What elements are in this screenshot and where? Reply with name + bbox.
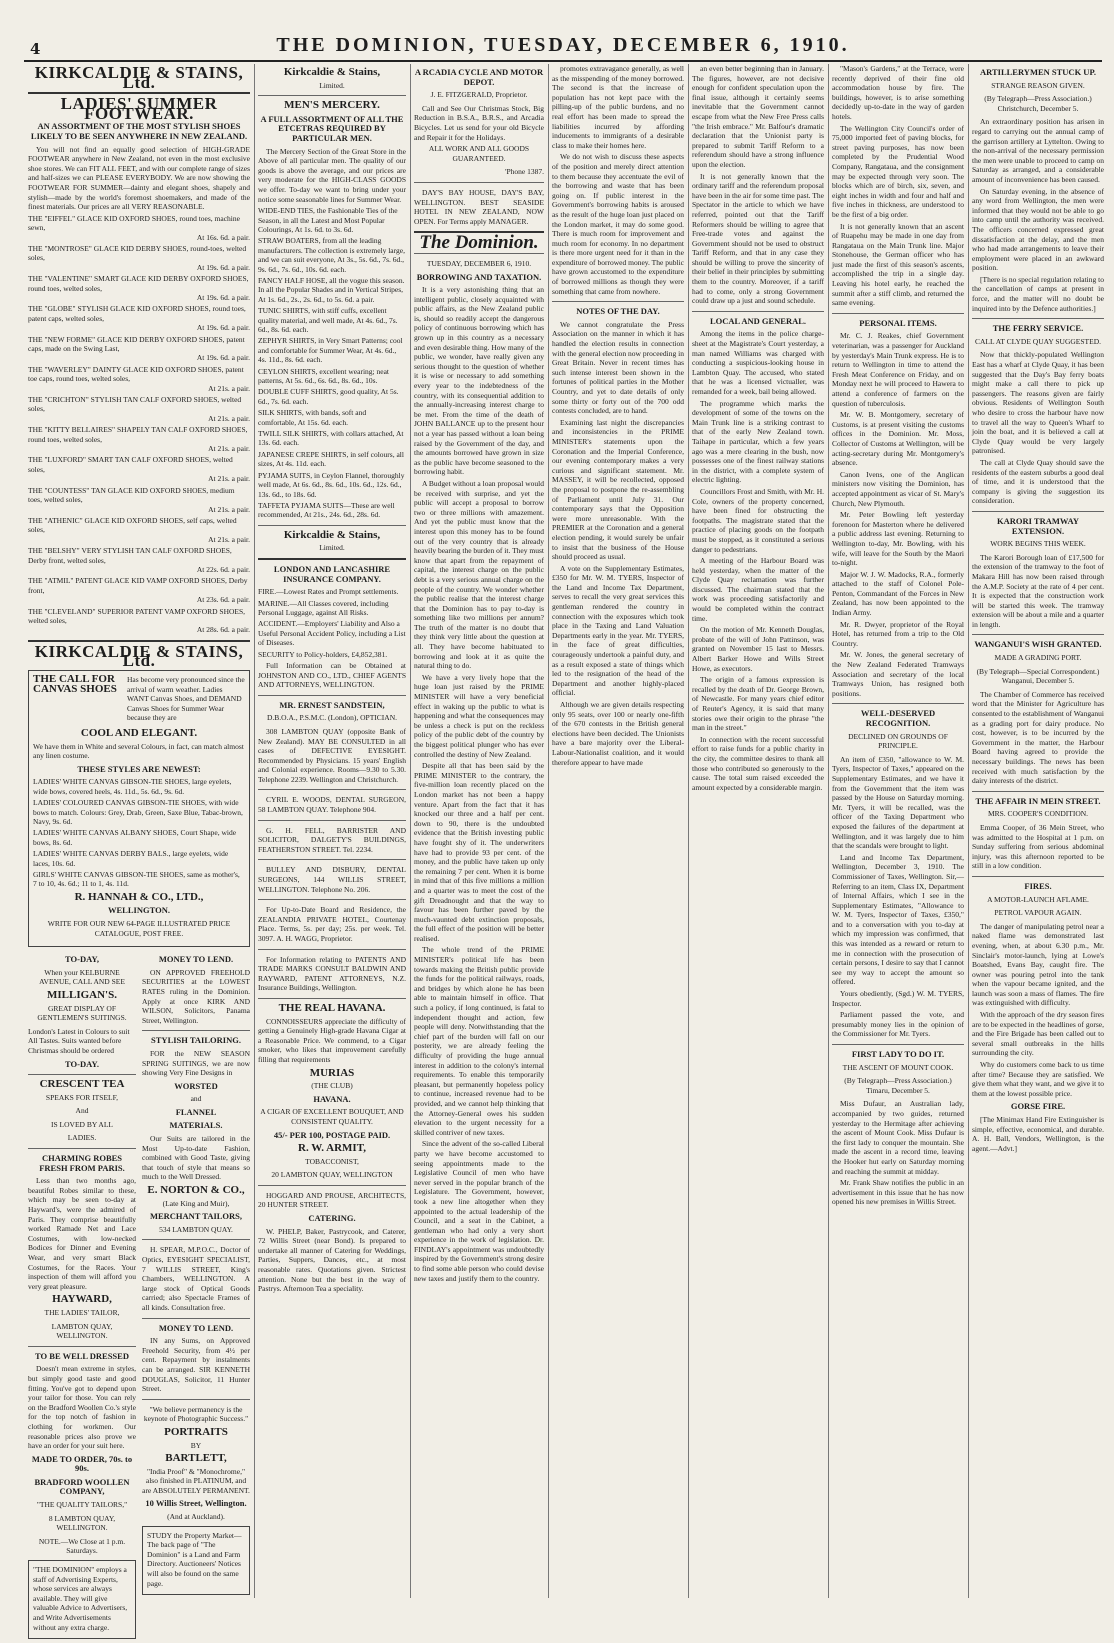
shoe-item-text: THE "VALENTINE" SMART GLACE KID DERBY OXFORD SHOES, round toes, welted soles, — [28, 274, 249, 293]
shoe-item — [28, 516, 250, 544]
today-footer: TO-DAY. — [65, 1058, 99, 1069]
notes-paragraph: Examining last night the discrepancies and inconsistencies in the PRIME MINISTER's statements upon the Coronation and the Imperial Conference, our evening contemporary makes a very curious and significant statement. Mr. MASSEY, it will be recollected, opposed the proposal to postpone the re-assembling of Parliament until July 31. Our contemporary says that the Opposition were more unreasonable. With the PREMIER at the Coronation and a general election pending, it would surely be unfair to insist that the business of the House should proceed as usual. — [552, 417, 684, 562]
art-dateline: (By Telegraph—Press Association.) Christchurch, December 5. — [984, 94, 1092, 113]
mercery-item: PYJAMA SUITS, in Ceylon Flannel, thoroughly well made, At 6s. 6d., 8s. 6d., 10s. 6d., 12s. 6d., 13s. 6d., to 18s. 6d. — [258, 470, 405, 499]
zealandia-ad: For Up-to-Date Board and Residence, the ZEALANDIA PRIVATE HOTEL, Courtenay Place. Terms, 5s. per day; 25s. per week. Tel. 3097. A. H. WAGG, Proprietor. — [258, 905, 406, 943]
local-head: LOCAL AND GENERAL. — [709, 315, 807, 326]
shoe-item-price: At 19s. 6d. a pair. — [196, 323, 250, 333]
ad-intro: You will not find an equally good selection of HIGH-GRADE FOOTWEAR anywhere in New Zealand, not even in the most exclusive shoe stores. We can FIT ALL FEET, and with our complete range of sizes and half-sizes we can PLEASE EVERYBODY. We are now showing the FOOTWEAR FOR SUMMER—dainty and elegant shoes, shapely and stylish—made by the world's foremost shoemakers, and made of the finest materials. Our prices are all VERY REASONABLE. — [28, 144, 250, 212]
leader-head: BORROWING AND TAXATION. — [416, 271, 542, 282]
shoe-item-price: At 21s. a pair. — [208, 534, 250, 544]
shoe-list — [28, 214, 250, 635]
ad-firm-sub: Limited. — [319, 543, 345, 553]
bradford-note: NOTE.—We Close at 1 p.m. Saturdays. — [38, 1536, 126, 1556]
hayward-sub: THE LADIES' TAILOR, — [44, 1307, 120, 1317]
fires-article — [972, 922, 1104, 1099]
shoe-item-text: THE "GLOBE" STYLISH GLACE KID OXFORD SHOES, round toes, patent caps, welted soles, — [28, 304, 246, 323]
armit-sub: TOBACCONIST, — [305, 1156, 359, 1166]
first-lady-paragraph: Mr. Frank Shaw notifies the public in an advertisement in this issue that he has now opened his new premises in Willis Street. — [832, 1178, 964, 1207]
shoe-item — [28, 395, 250, 423]
recog-head: WELL-DESERVED RECOGNITION. — [860, 708, 936, 728]
mercery-item: SILK SHIRTS, with bands, soft and comfortable, At 15s. 6d. each. — [258, 408, 367, 427]
bradford-head: TO BE WELL DRESSED — [35, 1350, 129, 1361]
mercery-item: TWILL SILK SHIRTS, with collars attached, At 13s. 6d. each. — [258, 429, 404, 448]
today-head: TO-DAY, — [65, 954, 99, 965]
hayward-name: HAYWARD, — [52, 1293, 112, 1306]
canvas-styles-head: THESE STYLES ARE NEWEST: — [77, 763, 201, 774]
mercery-intro: The Mercery Section of the Great Store in the Above of all particular men. The quality of our goods is above the average, and our prices are very moderate for the HIGH-CLASS GOODS we offer. To-day we want to bring under your notice some seasonable lines for Summer Wear. — [258, 146, 406, 204]
money2-head: MONEY TO LEND. — [158, 1322, 234, 1333]
karori-article — [972, 553, 1104, 630]
norton-addr: 534 LAMBTON QUAY. — [159, 1224, 233, 1234]
article-paragraph: "Mason's Gardens," at the Terrace, were recently deprived of their fine old accommodation house by fire. The buildings, however, is to arise something decidedly up-to-date in the way of garden hotels. — [832, 64, 964, 121]
paper-title: The Dominion. — [419, 232, 539, 254]
leader-paragraph: We have a very lively hope that the huge loan just raised by the PRIME MINISTER will have a very beneficial effect in waking up the public to what is happening and what the consequences may be unless a check is put on the reckless policy of the public debt of the country by the biggest political plunger who has ever controlled the destiny of New Zealand. — [414, 672, 544, 759]
hayward-addr: LAMBTON QUAY, WELLINGTON. — [51, 1321, 113, 1341]
ad-subheading: AN ASSORTMENT OF THE MOST STYLISH SHOES LIKELY TO BE SEEN ANYWHERE IN NEW ZEALAND. — [30, 121, 248, 141]
norton-sub: (Late King and Muir), — [162, 1198, 230, 1208]
crescent-sub: SPEAKS FOR ITSELF, — [45, 1092, 119, 1102]
shoe-item — [28, 335, 250, 363]
hannah-note: WRITE FOR OUR NEW 64-PAGE ILLUSTRATED PRICE CATALOGUE, POST FREE. — [47, 918, 231, 938]
murias-club: (THE CLUB) — [311, 1081, 353, 1091]
notes-continued — [692, 64, 824, 306]
bartlett-by: BY — [190, 1440, 202, 1450]
canvas-item: LADIES' WHITE CANVAS GIBSON-TIE SHOES, large eyelets, wide bows, covered heels, 4s. 11d., 5s. 6d., 9s. 6d. — [33, 777, 232, 796]
mercery-head: MEN'S MERCERY. — [284, 99, 380, 112]
stylish-text: FOR the NEW SEASON SPRING SUITINGS, we are now showing Very Fine Designs in — [142, 1048, 250, 1078]
local-paragraph: Among the items in the police charge-sheet at the Magistrate's Court yesterday, a man named Williams was charged with conducting a suspicious-looking house in Lambton Quay. The accused, who stated that he was a licensed victualler, was remanded for a week, bail being allowed. — [692, 329, 824, 396]
first-lady-article — [832, 1099, 964, 1207]
study-note — [142, 1526, 250, 1596]
study-note-text: STUDY the Property Market—The back page of "The Dominion" is a Land and Farm Directory. Auctioneers' Notices will also be found on the same page. — [147, 1530, 242, 1588]
art-sub: STRANGE REASON GIVEN. — [991, 80, 1085, 90]
masthead-title: THE DOMINION, TUESDAY, DECEMBER 6, 1910. — [276, 34, 850, 56]
shoe-item-price: At 28s. 6d. a pair. — [196, 625, 250, 635]
bradford-sub: "THE QUALITY TAILORS," — [36, 1500, 128, 1510]
stylish-flannel: FLANNEL — [175, 1106, 217, 1117]
charming-head: CHARMING ROBES FRESH FROM PARIS. — [39, 1153, 125, 1173]
crescent-loved: IS LOVED BY ALL — [50, 1119, 113, 1129]
art-paragraph: [There is no special regulation relating to the cancellation of camps at present in force, and the matter will no doubt be inquired into by the Defence authorities.] — [972, 274, 1104, 313]
mercery-item: ZEPHYR SHIRTS, in Very Smart Patterns; cool and comfortable for Summer Wear, At 4s. 6d., 4s. 11d., 8s. 6d. each. — [258, 336, 403, 365]
shoe-item-price: At 21s. a pair. — [208, 444, 250, 454]
mein-article — [972, 823, 1104, 871]
wanganui-article — [972, 690, 1104, 786]
column-rule — [410, 64, 411, 1598]
notes-paragraph: We cannot congratulate the Press Association on the manner in which it has handled the election results in connection with the general election now proceeding in Great Britain. Never in recent times has such intense interest been shown in the fortunes of political parties in the Mother Country, and yet to date details of only some thirty or forty out of the 700 odd contests concluded, are to hand. — [552, 319, 684, 416]
stylish-worsted: WORSTED — [174, 1080, 218, 1091]
recog-article — [832, 755, 964, 1039]
gorse-head: GORSE FIRE. — [1010, 1101, 1066, 1112]
armit-name: R. W. ARMIT, — [298, 1142, 366, 1155]
page-number: 4 — [30, 40, 41, 58]
art-article — [972, 117, 1104, 313]
murias-price: 45/- PER 100, POSTAGE PAID. — [273, 1129, 391, 1140]
leader-paragraph: A Budget without a loan proposal would be received with surprise, and yet the public will accept a proposal to borrow two or three millions with amazement. And yet the public must know that the interest upon this money has to be found out of the very country that is already heavily bearing the burden of it. They must know that apart from the repayment of capital, the interest charge on the public debt is a very serious annual charge on the people of the country. We wonder whether the public realise that the interest charge that the Dominion has to pay to-day is something like two millions per annum? The truth of the matter is no doubt that they think very little about the question at all. They have become habituated to borrowing and look at it as quite the natural thing to do. — [414, 478, 544, 671]
personal-head: PERSONAL ITEMS. — [859, 317, 937, 328]
canvas-side: Has become very pronounced since the arrival of warm weather. Ladies WANT Canvas Shoes, and DEMAND Canvas Shoes for Summer Wear because they are — [127, 674, 245, 723]
shoe-item-text: THE "EIFFEL" GLACE KID OXFORD SHOES, round toes, machine sewn, — [28, 213, 240, 233]
murias-havana: HAVANA. — [313, 1093, 351, 1104]
leader-continued — [552, 64, 684, 296]
column-4 — [552, 64, 684, 1598]
leader-paragraph: It is a very astonishing thing that an intelligent public, closely acquainted with public affairs, as the New Zealand public is, should so readily accept the dangerous policy of continuous borrowing which has grown up in this country as a necessary and even desirable thing. How many of the public, we wonder, have really given any serious thought to the question of whether it is wise or necessary to add something every year to the indebtedness of the country, with its consequential addition to the annually-increasing interest charge to be met. From the time of the death of JOHN BALLANCE up to the present hour not a year has passed without a loan being raised by the Government of the day, and the amounts borrowed have grown in size as the public have become seasoned to the borrowing habit. — [414, 285, 544, 477]
mercery-item: STRAW BOATERS, from all the leading manufacturers. The collection is extremely large, and we can suit everyone, At 3s., 5s. 6d., 7s. 6d., 9s. 6d., 7s. 6d., 10s. 6d. each. — [258, 236, 405, 274]
ferry-note: [The Minimax Hand Fire Extinguisher is simple, effective, economical, and durable. A. H. Ball, Vendors, Wellington, is the agent.—Advt.] — [972, 1115, 1104, 1153]
masthead — [24, 34, 1102, 62]
local-continued — [832, 64, 964, 308]
fires-sub: A MOTOR-LAUNCH AFLAME. — [987, 894, 1089, 904]
col1-left-ads — [28, 951, 136, 1643]
bradford-made: MADE TO ORDER, 70s. to 90s. — [31, 1453, 133, 1474]
recog-paragraph: An item of £350, "allowance to W. M. Tyers, Inspector of Taxes," appeared on the Supplementary Estimates, and we have it from the Government that the item was passed by the House on Saturday morning. Mr. Tyers, it will be recalled, was the officer of the Taxing Department who exposed the failures of the department at Wellington, and it was largely due to him that the scandals were brought to light. — [832, 754, 964, 851]
shoe-item — [28, 214, 250, 242]
mercery-item: TUNIC SHIRTS, with stiff cuffs, excellent quality material, and well made, At 4s. 6d., 7s. 6d., 8s. 6d. each. — [258, 306, 398, 334]
today-text: When your KELBURNE AVENUE, CALL AND SEE — [39, 967, 125, 987]
first-lady-paragraph: Miss Dufaur, an Australian lady, accompanied by two guides, returned yesterday to the Hermitage after achieving the ascent of Mount Cook. Miss Dufaur is the first lady to conquer the mountain. She made the ascent in a record time, leaving the Hooker hut early on Saturday morning and reaching the summit at midday. — [832, 1099, 964, 1176]
mercery-item: JAPANESE CREPE SHIRTS, in self colours, all sizes, At 4s. 11d. each. — [258, 449, 404, 469]
bartlett-name: BARTLETT, — [165, 1452, 227, 1465]
fires-paragraph: Why do customers come back to us time after time? Because they are satisfied. We give them what they want, and we give it to them at the lowest possible price. — [972, 1060, 1104, 1098]
column-rule — [968, 64, 969, 1598]
ad-firm-name: Kirkcaldie & Stains, — [283, 528, 381, 541]
havana-head: THE REAL HAVANA. — [278, 1001, 386, 1014]
shoe-item-text: THE "MONTROSE" GLACE KID DERBY SHOES, round-toes, welted soles, — [28, 243, 247, 263]
hannah-name: R. HANNAH & CO., LTD., — [74, 890, 204, 903]
dominion-note-text: "THE DOMINION" employs a staff of Advertising Experts, whose services are always available. They will give valuable Advice to Advertisers, and Write Advertisements without any extra charge. — [33, 1565, 128, 1632]
column-rule — [828, 64, 829, 1598]
fires-paragraph: With the approach of the dry season fires are to be expected in the headlines of gorse, and the Fire Brigade has been called out to several small outbreaks in the hills surrounding the city. — [972, 1010, 1104, 1058]
crescent-and: And — [75, 1106, 89, 1116]
article-paragraph: We do not wish to discuss these aspects of the position and merely direct attention to them because they accentuate the evil of the borrowing and waste that has been going on. If public interest in the Government's borrowing habits is aroused as the result of the huge loan just placed on the London market, it may do some good. There is much room for improvement and much room for economy. In no department is there more urgent need for it than in the expenditure of borrowed money. The public have grown accustomed to the expenditure of borrowed millions as though they were something that came from nowhere. — [552, 152, 684, 296]
mercery-item: TAFFETA PYJAMA SUITS—These are well recommended, At 21s., 24s. 6d., 28s. 6d. — [258, 500, 395, 520]
shoe-item-price: At 21s. a pair. — [208, 383, 250, 393]
crescent-ladies: LADIES. — [67, 1133, 97, 1143]
art-paragraph: On Saturday evening, in the absence of any word from Wellington, the men were informed that they would not be able to go into camp until the authority was received. The officers concerned expressed great dissatisfaction at the delay, and the men who had made arrangements to leave their employment were placed in an awkward position. — [972, 186, 1104, 273]
shoe-item — [28, 546, 250, 574]
mercery-item: WIDE-END TIES, the Fashionable Ties of the Season, in all the Latest and Most Popular Colourings, At 1s. 6d. to 3s. 6d. — [258, 206, 398, 234]
recog-paragraph: Yours obediently, (Sgd.) W. M. TYERS, Inspector. — [832, 989, 964, 1008]
ferry-head: THE FERRY SERVICE. — [992, 323, 1084, 334]
shoe-item — [28, 365, 250, 393]
mercery-item: CEYLON SHIRTS, excellent wearing; neat patterns, At 5s. 6d., 6s. 6d., 8s. 6d., 10s. — [258, 366, 389, 386]
bradford-addr: 8 LAMBTON QUAY, WELLINGTON. — [48, 1513, 116, 1533]
wanganui-dateline: (By Telegraph—Special Correspondent.) Wanganui, December 5. — [976, 666, 1100, 686]
canvas-cool: COOL AND ELEGANT. — [80, 726, 198, 739]
wanganui-head: WANGANUI'S WISH GRANTED. — [974, 639, 1102, 650]
column-5 — [692, 64, 824, 1598]
local-paragraph: In connection with the recent successful effort to raise funds for a public charity in the city, the committee desires to thank all those who contributed so generously to the cause. The total sum raised exceeded the amount expected by a considerable margin. — [692, 734, 824, 792]
shoe-item-text: THE "BELSHY" VERY STYLISH TAN CALF OXFORD SHOES, Derby front, welted soles, — [28, 546, 232, 565]
shoe-item-price: At 22s. 6d. a pair. — [196, 564, 250, 574]
norton-trade: MERCHANT TAILORS, — [149, 1211, 243, 1222]
col1-right-ads — [142, 951, 250, 1643]
mercery-sub: A FULL ASSORTMENT OF ALL THE ETCETRAS REQUIRED BY PARTICULAR MEN. — [260, 113, 404, 143]
local-paragraph: Councillors Frost and Smith, with Mr. H. Cole, owners of the property concerned, have been fined for obstructing the footpaths. The magistrate stated that the practice of placing goods on the footpath must be stopped, as it constituted a serious danger to pedestrians. — [692, 486, 824, 554]
mein-sub: MRS. COOPER'S CONDITION. — [987, 809, 1089, 819]
money-lend-head: MONEY TO LEND. — [158, 954, 234, 965]
canvas-item: LADIES' COLOURED CANVAS GIBSON-TIE SHOES, with wide bows to match. Colours: Grey, Drab, Green, Saxe Blue, Tabac-brown, Navy, 9s. 6d. — [33, 798, 243, 826]
article-paragraph: an even better beginning than in January. The figures, however, are not decisive enough for confident speculation upon the final issue, although it certainly seems inevitable that the Government cannot escape from what the New Free Press calls "the Irish embrace." Mr. Balfour's dramatic declaration that the Unionist party is prepared to submit Tariff Reform to a referendum should have a strong influence upon the election. — [692, 64, 824, 169]
stylish-head: STYLISH TAILORING. — [151, 1035, 241, 1046]
fires-head: FIRES. — [1024, 880, 1052, 891]
mercery-item: DOUBLE CUFF SHIRTS, good quality, At 5s. 6d., 7s. 6d. each. — [258, 387, 399, 406]
spear-ad: H. SPEAR, M.P.O.C., Doctor of Optics, EYESIGHT SPECIALIST, 7 WILLIS STREET, King's Chambers, WELLINGTON. A large stock of Optical Goods carried; also Spectacle Frames of all kinds. Consultation free. — [142, 1245, 250, 1312]
sandstein-text: 308 LAMBTON QUAY (opposite Bank of New Zealand). MAY BE CONSULTED in all cases of DEFECTIVE EYESIGHT. Recommended by Physicians. 15 years' English and Colonial experience. Rooms—9.30 to 5.30. Telephone 2239. Wellington and Christchurch. — [258, 726, 406, 784]
column-1 — [28, 63, 250, 1632]
phelp-ad: W. PHELP, Baker, Pastrycook, and Caterer, 72 Willis Street (near Bond). Is prepared to undertake all manner of Catering for Weddings, Parties, Suppers, Dances, etc., at most reasonable rates. Quotations given. Strictest attention. None but the best in the way of Pastrys. Afternoon Tea a speciality. — [258, 1226, 406, 1294]
dominion-note — [28, 1560, 136, 1639]
stylish-text2: Our Suits are tailored in the Most Up-to-date Fashion, combined with Good Taste, giving that touch of style that means so much to the Well Dressed. — [142, 1134, 250, 1182]
shoe-item-price: At 23s. 6d. a pair. — [196, 595, 250, 605]
notes-paragraph: A vote on the Supplementary Estimates, £350 for Mr. W. M. TYERS, Inspector of the Land and Income Tax Department, serves to recall the very great services this gentleman rendered the country in connection with the exposures which took place in the Taxing and Land Valuation Departments early in the year. Mr. TYERS, in the face of great difficulties, courageously undertook a painful duty, and as a result exposed a state of things which led to the resignation of the head of the Department and another highly-placed official. — [552, 563, 684, 698]
shoe-item — [28, 607, 250, 635]
ferry-paragraph: Now that thickly-populated Wellington East has a wharf at Clyde Quay, it has been suggested that the Day's Bay ferry boats might make a call there to pick up passengers. The reasons given are fairly obvious. Residents of Wellington South who desire to cross the harbour have now to travel all the way to Queen's Wharf to join the boat, and it is believed a call at Clyde Quay would be very largely patronised. — [972, 350, 1104, 456]
notes-paragraph: Although we are given details respecting only 95 seats, over 100 or nearly one-fifth of the 670 contests in the British general elections have been decided. The Unionists have a bare majority over the Liberal-Labour-Nationalist coalition, and it would therefore appear to have made — [552, 700, 684, 767]
canvas-head: THE CALL FOR CANVAS SHOES — [33, 672, 117, 695]
local-article — [692, 329, 824, 792]
ferry-paragraph: The call at Clyde Quay should save the residents of the eastern suburbs a good deal of time, and it is understood that the company is giving the suggestion its consideration. — [972, 457, 1104, 506]
column-6 — [832, 64, 964, 1598]
ll-item: MARINE.—All Classes covered, including Personal Luggage, against All Risks. — [258, 598, 389, 617]
money2-text: IN any Sums, on Approved Freehold Security, from 4½ per cent. Repayment by instalments can be arranged. SIR KENNETH DOUGLAS, Solicitor, 11 Hunter Street. — [142, 1336, 250, 1394]
sandstein-sub: D.B.O.A., P.S.M.C. (London), OPTICIAN. — [266, 713, 397, 723]
first-lady-sub: THE ASCENT OF MOUNT COOK. — [842, 1062, 954, 1072]
fell-ad: G. H. FELL, BARRISTER AND SOLICITOR, DALGETY'S BUILDINGS, FEATHERSTON STREET. Tel. 2234. — [258, 825, 406, 854]
norton-name: E. NORTON & CO., — [147, 1184, 245, 1197]
notes-article — [552, 320, 684, 767]
shoe-item-text: THE "WAVERLEY" DAINTY GLACE KID OXFORD SHOES, patent toe caps, round toes, welted soles, — [28, 364, 244, 384]
ll-item: ACCIDENT.—Employers' Liability and Also a Useful Personal Accident Policy, including a List of Diseases. — [258, 619, 406, 648]
karori-sub: WORK BEGINS THIS WEEK. — [990, 539, 1086, 549]
shoe-item-price: At 16s. 6d. a pair. — [196, 232, 250, 242]
column-rule — [548, 64, 549, 1598]
local-paragraph: A meeting of the Harbour Board was held yesterday, when the matter of the Clyde Quay reclamation was further discussed. The chairman stated that the work was proceeding satisfactorily and would be completed within the contract time. — [692, 556, 824, 623]
bartlett-addr2: (And at Auckland). — [167, 1512, 225, 1522]
bartlett-portraits: PORTRAITS — [164, 1425, 228, 1438]
fires-sub2: PETROL VAPOUR AGAIN. — [994, 908, 1082, 918]
shoe-item — [28, 486, 250, 514]
shoe-item — [28, 576, 250, 604]
mercery-item: FANCY HALF HOSE, all the vogue this season. In all the Popular Shades and in Vertical Stripes, At 1s. 6d., 2s., 2s. 6d., to 5s. 6d. a pair. — [258, 275, 405, 304]
shoe-item — [28, 274, 250, 302]
ferry-article — [972, 350, 1104, 506]
personal-paragraph: Mr. W. B. Montgomery, secretary of Customs, is at present visiting the customs offices in the Dominion. Mr. Moss, Collector of Customs at Wellington, will be acting-secretary during Mr. Montgomery's absence. — [832, 410, 964, 468]
ll-full: Full Information can be Obtained at JOHNSTON AND CO., LTD., CHIEF AGENTS AND ATTORNEYS, WELLINGTON. — [258, 660, 406, 690]
shoe-item — [28, 304, 250, 332]
shoe-item — [28, 425, 250, 453]
personal-paragraph: Mr. Peter Bowling left yesterday forenoon for Masterton where he delivered a public address last evening. Returning to Wellington to-day, Mr. Bowling, with his wife, will leave for the South by the Maori to-night. — [832, 510, 964, 568]
ll-head: LONDON AND LANCASHIRE INSURANCE COMPANY. — [273, 563, 391, 584]
woods-ad: CYRIL E. WOODS, DENTAL SURGEON, 58 LAMBTON QUAY. Telephone 904. — [258, 795, 406, 815]
charming-text: Less than two months ago, beautiful Robes similar to these, which may be seen to-day at Hayward's, were the admired of Paris. They comprise beautifully worked Ramade Net and Lace Costumes, with low-necked Bodices for Dinner and Evening Wear, and very smart Black Costumes, for the Races. Your inspection of them will afford you very great pleasure. — [28, 1176, 136, 1291]
shoe-item-text: THE "ATHENIC" GLACE KID OXFORD SHOES, self caps, welted soles, — [28, 515, 237, 535]
leader-paragraph: The whole trend of the PRIME MINISTER's political life has been towards making the British public provide the funds for the political railways, roads, and bridges by which alone he has been able to maintain himself in office. That such a policy, if long continued, is fatal to independent thought and action, few people will deny. Notwithstanding that the chief part of the burden will fall on our posterity, we are already feeling the difficulty of providing the huge annual interest in addition to the colony's internal requirements. To enable this temporarily pleasant, but permanently hopeless policy to continue, increased revenue had to be provided, and we cannot help thinking that the Attorney-General owes his sudden elevation to the urgent necessity for a skilled contriver of new taxes. — [414, 945, 544, 1137]
personal-article — [832, 331, 964, 698]
canvas-ad — [28, 670, 250, 947]
ad-firm-name: Kirkcaldie & Stains, — [283, 66, 381, 78]
shoe-item-text: THE "NEW FORME" GLACE KID DERBY OXFORD SHOES, patent caps, made on the Swing Last, — [28, 334, 245, 353]
bradford-text: Doesn't mean extreme in styles, but simply good taste and good fitting. You've got to depend upon your tailor for those. You can rely on the Bradford Woollen Co.'s style for the top notch of fashion in clothing for workmen. Our reasonable prices also prove we have an order for your suit here. — [28, 1364, 136, 1451]
shoe-item-text: THE "ATMIL" PATENT GLACE KID VAMP OXFORD SHOES, Derby front, — [28, 576, 248, 595]
leader-article — [414, 285, 544, 1283]
cycle-prop: J. E. FITZGERALD, Proprietor. — [430, 90, 528, 100]
bulley-ad: BULLEY AND DISBURY, DENTAL SURGEONS, 144 WILLIS STREET, WELLINGTON. Telephone No. 206. — [258, 865, 406, 894]
shoe-item-price: At 21s. a pair. — [208, 474, 250, 484]
mein-paragraph: Emma Cooper, of 36 Mein Street, who was admitted to the Hospital at 1 p.m. on Sunday suffering from serious abdominal injury, was this afternoon reported to be still in a low condition. — [972, 822, 1104, 871]
ferry-sub: CALL AT CLYDE QUAY SUGGESTED. — [975, 336, 1101, 346]
canvas-item: LADIES' WHITE CANVAS ALBANY SHOES, Court Shape, wide bows, 8s. 6d. — [33, 828, 237, 847]
local-paragraph: On the motion of Mr. Kenneth Douglas, probate of the will of John Pattinson, was granted on November 15 last to Messrs. Albert Barker Howe and Wills Street Howe, as executors. — [692, 625, 824, 673]
shoe-item-text: THE "CLEVELAND" SUPERIOR PATENT VAMP OXFORD SHOES, welted soles, — [28, 606, 246, 625]
cycle-phone: 'Phone 1387. — [505, 167, 544, 177]
milligan-name: MILLIGAN'S. — [47, 988, 117, 1001]
karori-head: KARORI TRAMWAY EXTENSION. — [997, 515, 1079, 536]
wanganui-sub: MADE A GRADING PORT. — [994, 653, 1082, 663]
cycle-guar: ALL WORK AND ALL GOODS GUARANTEED. — [428, 144, 530, 163]
first-lady-dateline: (By Telegraph—Press Association.) Timaru, December 5. — [844, 1076, 952, 1095]
article-paragraph: The Wellington City Council's order of 75,000 imported feet of paving blocks, for street paving purposes, has now been completed by the Prudential Wood Company, Rangataua, and the consignment may be expected through very soon. The blocks which are of birch, six, seven, and eight inches in width and four and half and five inches in thickness, are understood to be the first of a big order. — [832, 123, 964, 219]
personal-paragraph: Mr. C. J. Reakes, chief Government veterinarian, was a passenger for Auckland by yesterday's Main Trunk express. He is to return to Wellington in time to attend the Fresh Meat Conference on Friday, and on Monday next he will proceed to Hawera to attend a conference of farmers on the question of tuberculosis. — [832, 331, 964, 408]
shoe-item-price: At 19s. 6d. a pair. — [196, 292, 250, 302]
cycle-head: A RCADIA CYCLE AND MOTOR DEPOT. — [414, 67, 544, 87]
wanganui-paragraph: The Chamber of Commerce has received word that the Minister for Agriculture has consented to the establishment of Wanganui as a grading port for dairy produce. No cost, however, is to be incurred by the Government in the matter, the Harbour Board having agreed to provide the necessary buildings. The news has been received with much satisfaction by the dairy interests of the district. — [972, 689, 1104, 786]
personal-paragraph: Mr. W. Jones, the general secretary of the New Zealand Federated Tramways Association and secretary of the local Tramways Union, has resigned both positions. — [832, 650, 964, 698]
havana-text: CONNOISSEURS appreciate the difficulty of getting a Genuinely High-grade Havana Cigar at a Reasonable Price. We commend, to a Cigar smoker, who likes that improvement carefully filling that requirements — [258, 1016, 406, 1064]
hannah-city: WELLINGTON. — [108, 905, 170, 916]
armit-addr: 20 LAMBTON QUAY, WELLINGTON — [271, 1170, 393, 1180]
article-paragraph: It is not generally known that an ascent of Ruapehu may be made in one day from Rangataua on the Main Trunk line. Major Stonehouse, the German officer who has just made the first of this season's ascents, accomplished the trip in a single day. Leaving his hotel early, he reached the summit after a stiff climb, and returned the same evening. — [832, 221, 964, 308]
bartlett-addr: 10 Willis Street, Wellington. — [145, 1498, 247, 1509]
stylish-and: and — [190, 1094, 202, 1104]
paper-date: TUESDAY, DECEMBER 6, 1910. — [426, 258, 532, 268]
recog-paragraph: Parliament passed the vote, and presumably money lies in the opinion of the Commissioner for Mr. Tyers. — [832, 1010, 964, 1039]
canvas-item: LADIES' WHITE CANVAS DERBY BALS., large eyelets, wide laces, 10s. 6d. — [33, 849, 229, 868]
milligan-text: London's Latest in Colours to suit All Tastes. Suits wanted before Christmas should be ordered — [28, 1026, 130, 1055]
shoe-item-price: At 21s. a pair. — [208, 504, 250, 514]
mercery-list — [258, 206, 406, 520]
bartlett-text: "India Proof" & "Monochrome," also finished in PLATINUM, and are ABSOLUTELY PERMANENT. — [142, 1466, 250, 1495]
crescent-name: CRESCENT TEA — [39, 1078, 125, 1091]
money-lend-text: ON APPROVED FREEHOLD SECURITIES at the LOWEST RATES ruling in the Dominion. Apply at once KIRK AND WILSON, Solicitors, Panama Street, Wellington. — [142, 967, 250, 1025]
article-paragraph: promotes extravagance generally, as well as the misspending of the money borrowed. The second is that the increase of population has not kept pace with the pilling-up of the public burdens, and no real effort has been made to spread the liabilities incurred by affording inducements to immigrants of a desirable class to make their homes here. — [552, 64, 684, 150]
leader-paragraph: Despite all that has been said by the PRIME MINISTER to the contrary, the five-million loan recently placed on the London market has not been a happy venture. Apart from the fact that it has knocked our three and a half per cent. down to 90, there is the undoubted evidence that the British investing public have fought shy of it. The underwriters have had to provide 93 per cent. of the money, and the public have taken up only the remaining 7 per cent. When it is borne in mind that of this five millions a million and a quarter was to meet the cost of the gift Dreadnought and that the way to favour has been further paved by the much-vaunted debt extinction proposals, the full effect of the position will be better realised. — [414, 761, 544, 943]
sandstein-name: MR. ERNEST SANDSTEIN, — [279, 699, 385, 710]
stylish-materials: MATERIALS. — [169, 1120, 223, 1131]
shoe-item — [28, 455, 250, 483]
column-7 — [972, 64, 1104, 1598]
cycle-text: Call and See Our Christmas Stock, Big Reduction in B.S.A., B.R.S., and Arcadia Bicycles. Let us send for your old Bicycle and Repair it for the Holidays. — [414, 103, 544, 142]
ll-item: FIRE.—Lowest Rates and Prompt settlements. — [258, 587, 399, 597]
personal-paragraph: Major W. J. W. Madocks, R.A., formerly attached to the staff of Colonel Pole-Penton, Commandant of the Forces in New Zealand, has now been appointed to the Indian Army. — [832, 569, 964, 618]
bradford-name: BRADFORD WOOLLEN COMPANY, — [34, 1476, 130, 1497]
column-rule — [688, 64, 689, 1598]
art-paragraph: An extraordinary position has arisen in regard to carrying out the annual camp of the garrison artillery at Lyttelton. Owing to the non-arrival of the necessary permission the men were unable to proceed to camp on Saturday as arranged, and a considerable amount of inconvenience has been caused. — [972, 117, 1104, 184]
murias-name: MURIAS — [309, 1066, 355, 1079]
shoe-item-price: At 19s. 6d. a pair. — [196, 262, 250, 272]
catering-head: CATERING. — [308, 1213, 356, 1224]
first-lady-head: FIRST LADY TO DO IT. — [851, 1049, 945, 1059]
shoe-item-price: At 19s. 6d. a pair. — [196, 353, 250, 363]
canvas-list — [33, 777, 245, 888]
shoe-item — [28, 244, 250, 272]
shoe-item-price: At 21s. a pair. — [208, 413, 250, 423]
notes-head: NOTES OF THE DAY. — [576, 306, 660, 317]
ad-firm-name: KIRKCALDIE & STAINS, Ltd. — [34, 63, 244, 92]
shoe-item-text: THE "COUNTESS" TAN GLACE KID OXFORD SHOES, medium toes, welted soles, — [28, 485, 235, 505]
shoe-item-text: THE "LUXFORD" SMART TAN CALF OXFORD SHOES, welted soles, — [28, 455, 233, 474]
recog-paragraph: Land and Income Tax Department, Wellington, December 3, 1910. The Commissioner of Taxes, Wellington. Sir,—Referring to an item, Class IX, Department of Internal Affairs, which I see in the Supplementary Estimates, "Allowance to W. M. Tyers, Inspector of Taxes, £350," and to a conversation with you to-day at which my impression was confirmed, that this was intended as a reward or return to me in connection with the prosecution of certain persons, I desire to say that I cannot see my way to accept the amount so offered. — [832, 852, 964, 987]
hoggard-ad: HOGGARD AND PROUSE, ARCHITECTS, 20 HUNTER STREET. — [258, 1190, 406, 1210]
recog-sub: DECLINED ON GROUNDS OF PRINCIPLE. — [848, 731, 948, 751]
days-bay-ad: DAY'S BAY HOUSE, DAY'S BAY, WELLINGTON. BEST SEASIDE HOTEL IN NEW ZEALAND, NOW OPEN. For Terms apply MANAGER. — [414, 187, 544, 226]
murias-text: A CIGAR OF EXCELLENT BOUQUET, AND CONSISTENT QUALITY. — [260, 1107, 404, 1126]
ad-firm-sub: Limited. — [319, 80, 345, 90]
ad-firm-name: KIRKCALDIE & STAINS, Ltd. — [34, 641, 244, 671]
local-paragraph: The programme which marks the development of some of the towns on the Main Trunk line is a striking contrast to that of the early New Zealand town. Taihape in particular, which a few years ago was a mere clearing in the bush, now possesses one of the finest railway stations in the district, with a complete system of electric lighting. — [692, 398, 824, 485]
column-3 — [414, 64, 544, 1598]
leader-paragraph: Since the advent of the so-called Liberal party we have become accustomed to seeing appointments made to the Legislative Council of men who have never served in the popular branch of the Legislature. The Government, however, took a new line altogether when they appointed to the actual leadership of the Council, and a seat in the Cabinet, a gentleman who had only a very short experience in the work of legislation. Dr. FINDLAY's appointment was undoubtedly inspired by the Government's strong desire to find some able person who could devise new taxes and justify them to the country. — [414, 1139, 544, 1283]
personal-paragraph: Mr. R. Dwyer, proprietor of the Royal Hotel, has returned from a trip to the Old Country. — [832, 619, 964, 648]
ad-heading: LADIES' SUMMER FOOTWEAR. — [60, 94, 218, 123]
patents-ad: For Information relating to PATENTS AND TRADE MARKS CONSULT BALDWIN AND RAYWARD, PATENT ATTORNEYS, N.Z. Insurance Buildings, Wellington. — [258, 954, 406, 993]
karori-paragraph: The Karori Borough loan of £17,500 for the extension of the tramway to the foot of Makara Hill has now been raised through the A.M.P. Society at the rate of 4 per cent. It is expected that the construction work will be started this week. The tramway extension will be about a mile and a quarter in length. — [972, 552, 1104, 629]
local-paragraph: The origin of a famous expression is recalled by the death of Dr. George Brown, of Newcastle. For many years chief editor of Reuter's Agency, it is said that many stories owe their origin to the phrase "the man in the street." — [692, 675, 824, 733]
column-rule — [254, 64, 255, 1598]
ll-item: SECURITY to Policy-holders, £4,852,381. — [258, 649, 388, 659]
bartlett-quote: "We believe permanency is the keynote of Photographic Success." — [143, 1404, 249, 1424]
fires-paragraph: The danger of manipulating petrol near a naked flame was demonstrated last evening, when, at about 6.30 p.m., Mr. Sinclair's motor-launch, lying at Lowe's Boatshed, Evans Bay, caught fire. The owner was pouring petrol into the tank when the vapour became ignited, and the launch was soon a mass of flames. The fire was extinguished with difficulty. — [972, 921, 1104, 1008]
canvas-intro: We have them in White and several Colours, in fact, can match almost any linen costume. — [33, 741, 244, 761]
personal-paragraph: Canon Ivens, one of the Anglican ministers now visiting the Dominion, has accepted appointment as vicar of St. Mary's Church, New Plymouth. — [832, 469, 964, 508]
shoe-item-text: THE "KITTY BELLAIRES" SHAPELY TAN CALF OXFORD SHOES, round toes, welted soles, — [28, 425, 248, 444]
column-2 — [258, 64, 406, 1598]
mein-head: THE AFFAIR IN MEIN STREET. — [975, 795, 1101, 806]
shoe-item-text: THE "CRICHTON" STYLISH TAN CALF OXFORD SHOES, welted soles, — [28, 395, 242, 414]
milligan-sub: GREAT DISPLAY OF GENTLEMEN'S SUITINGS. — [37, 1003, 127, 1023]
ll-list — [258, 587, 406, 659]
art-head: ARTILLERYMEN STUCK UP. — [980, 67, 1096, 77]
canvas-item: GIRLS' WHITE CANVAS GIBSON-TIE SHOES, same as mother's, 7 to 10, 4s. 6d.; 11 to 1, 4s. 11d. — [33, 869, 240, 889]
article-paragraph: It is not generally known that the ordinary tariff and the referendum proposal have been in the air for some time past. The Spectator in the article to which we have referred, pointed out that the Tariff Reformers should be willing to agree that Free-trade votes and against the Government should not be used to obstruct Tariff Reform, and that in any case they should be willing to prove the sincerity of their belief in their principles by submitting them to the country. Moreover, if a tariff had to come, only a strong Government could draw up a just and sound schedule. — [692, 171, 824, 306]
